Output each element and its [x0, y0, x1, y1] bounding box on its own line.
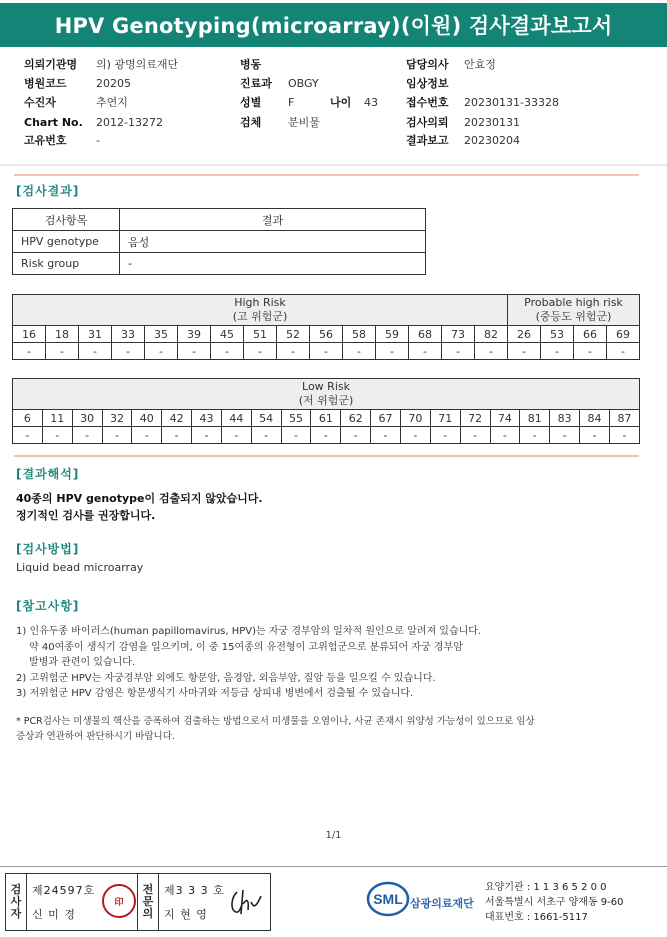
hpv-result-cell: - [162, 427, 192, 444]
info-value: - [96, 134, 100, 147]
info-value: 20230131 [464, 116, 520, 129]
result-table [12, 208, 426, 275]
hpv-type-cell: 6 [13, 410, 43, 427]
hpv-result-cell: - [541, 343, 574, 360]
hpv-type-cell: 33 [112, 326, 145, 343]
hpv-type-cell: 67 [371, 410, 401, 427]
hpv-result-cell: - [221, 427, 251, 444]
high-risk-table [12, 294, 640, 360]
hpv-type-cell: 30 [72, 410, 102, 427]
low-risk-header-row [13, 379, 640, 410]
approver-info [159, 874, 269, 930]
hpv-type-cell: 81 [520, 410, 550, 427]
info-clinical [406, 75, 464, 93]
probable-risk-header [508, 295, 640, 326]
approver-label-char: 전 [142, 883, 154, 896]
hpv-type-cell: 74 [490, 410, 520, 427]
info-value: 20205 [96, 77, 131, 90]
note-line: 3) 저위험군 HPV 감염은 항문생식기 사마귀와 저등급 상피내 병변에서 검출될 수 있습니다. [16, 688, 414, 699]
info-patient-name [24, 94, 128, 112]
info-label: 성별 [240, 96, 262, 109]
section-interpretation-heading: [결과해석] [16, 467, 80, 481]
stamp-seal-icon: 印 [102, 884, 136, 918]
hpv-result-cell: - [178, 343, 211, 360]
info-report-date [406, 132, 520, 150]
hpv-result-cell: - [277, 343, 310, 360]
foundation-name: 삼광의료재단 [410, 897, 474, 910]
hpv-type-cell: 68 [409, 326, 442, 343]
table-row [13, 253, 426, 275]
info-label: 임상정보 [406, 77, 449, 90]
info-requesting-org [24, 56, 178, 74]
hpv-type-cell: 42 [162, 410, 192, 427]
row-result: 음성 [120, 231, 426, 253]
info-specimen [240, 114, 320, 132]
hpv-type-cell: 59 [376, 326, 409, 343]
info-value: OBGY [288, 77, 319, 90]
low-risk-types-row [13, 410, 640, 427]
hpv-type-cell: 39 [178, 326, 211, 343]
hpv-type-cell: 54 [251, 410, 281, 427]
hpv-result-cell: - [607, 343, 640, 360]
notes-list [16, 624, 646, 702]
hpv-result-cell: - [112, 343, 145, 360]
interpretation-text [16, 490, 263, 524]
logo-mark: SML [373, 891, 403, 907]
low-risk-title: Low Risk [302, 380, 350, 393]
hpv-type-cell: 66 [574, 326, 607, 343]
hpv-result-cell: - [574, 343, 607, 360]
hpv-result-cell: - [400, 427, 430, 444]
approver-label-char: 의 [142, 907, 154, 920]
hpv-type-cell: 53 [541, 326, 574, 343]
approver-name: 지 현 영 [164, 908, 208, 921]
interpretation-line: 정기적인 검사를 권장합니다. [16, 509, 156, 522]
hpv-result-cell: - [310, 343, 343, 360]
hpv-result-cell: - [341, 427, 371, 444]
patient-info [0, 56, 667, 166]
info-value: 분비물 [288, 116, 320, 129]
hpv-result-cell: - [343, 343, 376, 360]
probable-risk-subtitle: (중등도 위험군) [535, 310, 612, 323]
table-row [13, 231, 426, 253]
section-result-heading: [검사결과] [16, 184, 80, 198]
hpv-type-cell: 84 [580, 410, 610, 427]
hpv-result-cell: - [42, 427, 72, 444]
high-risk-header-row [13, 295, 640, 326]
high-risk-types-row [13, 326, 640, 343]
hpv-result-cell: - [211, 343, 244, 360]
hpv-type-cell: 44 [221, 410, 251, 427]
hpv-type-cell: 55 [281, 410, 311, 427]
info-ward [240, 56, 288, 74]
info-label: 의뢰기관명 [24, 58, 78, 71]
approver-label-char: 문 [142, 895, 154, 908]
hpv-result-cell: - [13, 427, 43, 444]
hpv-result-cell: - [520, 427, 550, 444]
foundation-address [485, 880, 624, 925]
footnote-line: 증상과 연관하여 판단하시기 바랍니다. [16, 731, 175, 742]
hpv-type-cell: 71 [430, 410, 460, 427]
address-line: 서울특별시 서초구 양재동 9-60 [485, 897, 624, 908]
interpretation-line: 40종의 HPV genotype이 검출되지 않았습니다. [16, 492, 263, 505]
note-line: 2) 고위험군 HPV는 자궁경부암 외에도 항문암, 음경암, 외음부암, 질암 등을 일으킬 수 있습니다. [16, 672, 436, 684]
info-value: F [288, 96, 295, 109]
info-label: 검체 [240, 116, 262, 129]
hpv-type-cell: 56 [310, 326, 343, 343]
info-label: 진료과 [240, 77, 272, 90]
footnote [16, 714, 641, 744]
high-risk-header [13, 295, 508, 326]
hpv-type-cell: 31 [79, 326, 112, 343]
info-label: 담당의사 [406, 58, 449, 71]
method-text: Liquid bead microarray [16, 561, 144, 574]
table-header-row [13, 209, 426, 231]
tester-info [27, 874, 138, 930]
hpv-result-cell: - [376, 343, 409, 360]
hpv-type-cell: 73 [442, 326, 475, 343]
hpv-result-cell: - [79, 343, 112, 360]
hpv-type-cell: 43 [192, 410, 222, 427]
info-label: 고유번호 [24, 134, 67, 147]
note-line: 약 40여종이 생식기 감염을 일으키며, 이 중 15여종의 유전형이 고위험군으로 분류되어 자궁 경부암 [29, 641, 463, 653]
low-risk-subtitle: (저 위험군) [298, 394, 354, 407]
info-unique-no [24, 132, 100, 150]
header-item: 검사항목 [13, 209, 120, 231]
hpv-type-cell: 51 [244, 326, 277, 343]
tester-label-char: 자 [10, 907, 22, 920]
divider [0, 164, 667, 166]
low-risk-results-row [13, 427, 640, 444]
hpv-type-cell: 40 [132, 410, 162, 427]
info-value: 20230131-33328 [464, 96, 559, 109]
info-chart-no [24, 114, 163, 132]
hpv-type-cell: 52 [277, 326, 310, 343]
hpv-result-cell: - [145, 343, 178, 360]
hpv-type-cell: 87 [609, 410, 639, 427]
hpv-result-cell: - [442, 343, 475, 360]
low-risk-header [13, 379, 640, 410]
section-method-heading: [검사방법] [16, 542, 80, 556]
sml-logo-icon [366, 880, 410, 918]
row-item: HPV genotype [13, 231, 120, 253]
hpv-type-cell: 35 [145, 326, 178, 343]
hpv-result-cell: - [580, 427, 610, 444]
hpv-result-cell: - [72, 427, 102, 444]
hpv-result-cell: - [490, 427, 520, 444]
hpv-type-cell: 26 [508, 326, 541, 343]
hpv-result-cell: - [132, 427, 162, 444]
signature-icon [227, 886, 265, 918]
info-label: 접수번호 [406, 96, 449, 109]
approver-license: 제3 3 3 호 [164, 884, 225, 897]
info-value: 의) 광명의료재단 [96, 58, 179, 71]
hpv-type-cell: 70 [400, 410, 430, 427]
hpv-result-cell: - [244, 343, 277, 360]
info-label: 검사의뢰 [406, 116, 449, 129]
note-line: 발병과 관련이 있습니다. [29, 657, 136, 668]
hpv-type-cell: 11 [42, 410, 72, 427]
tester-license: 제24597호 [32, 884, 96, 897]
hpv-result-cell: - [430, 427, 460, 444]
note-line: 1) 인유두종 바이러스(human papillomavirus, HPV)는 자궁 경부암의 일차적 원인으로 알려져 있습니다. [16, 626, 482, 637]
tester-label-char: 사 [10, 895, 22, 908]
tester-name: 신 미 경 [32, 908, 76, 921]
info-accession [406, 94, 559, 112]
info-value: 추연지 [96, 96, 128, 109]
high-risk-subtitle: (고 위험군) [232, 310, 288, 323]
divider [0, 866, 667, 867]
info-doctor [406, 56, 496, 74]
hpv-result-cell: - [311, 427, 341, 444]
hpv-type-cell: 45 [211, 326, 244, 343]
hpv-type-cell: 32 [102, 410, 132, 427]
hpv-result-cell: - [46, 343, 79, 360]
hpv-type-cell: 61 [311, 410, 341, 427]
hpv-result-cell: - [251, 427, 281, 444]
info-label: 병동 [240, 58, 262, 71]
hpv-type-cell: 82 [475, 326, 508, 343]
hpv-type-cell: 69 [607, 326, 640, 343]
hpv-result-cell: - [371, 427, 401, 444]
info-hospital-code [24, 75, 131, 93]
info-request-date [406, 114, 520, 132]
hpv-type-cell: 16 [13, 326, 46, 343]
info-value: 2012-13272 [96, 116, 163, 129]
section-notes-heading: [참고사항] [16, 599, 80, 613]
hpv-result-cell: - [460, 427, 490, 444]
approver-label [138, 874, 159, 930]
hpv-result-cell: - [409, 343, 442, 360]
info-label: 수진자 [24, 96, 56, 109]
hpv-result-cell: - [192, 427, 222, 444]
hpv-type-cell: 72 [460, 410, 490, 427]
hpv-result-cell: - [508, 343, 541, 360]
page-number: 1/1 [325, 830, 342, 841]
report-title: HPV Genotyping(microarray)(이원) 검사결과보고서 [0, 3, 667, 47]
row-item: Risk group [13, 253, 120, 275]
tester-label-char: 검 [10, 883, 22, 896]
address-line: 요양기관 : 1 1 3 6 5 2 0 0 [485, 882, 607, 893]
age-label: 나이 [330, 96, 352, 109]
signature-box [5, 873, 271, 931]
info-department [240, 75, 319, 93]
hpv-result-cell: - [281, 427, 311, 444]
hpv-type-cell: 18 [46, 326, 79, 343]
high-risk-results-row [13, 343, 640, 360]
footnote-line: * PCR검사는 미생물의 핵산을 증폭하여 검출하는 방법으로서 미생물을 오염이나, 사균 존재시 위양성 가능성이 있으므로 임상 [16, 716, 535, 727]
hpv-result-cell: - [13, 343, 46, 360]
divider-accent [14, 455, 639, 457]
info-label: 병원코드 [24, 77, 67, 90]
divider-accent [14, 174, 639, 176]
high-risk-title: High Risk [234, 296, 286, 309]
hpv-result-cell: - [102, 427, 132, 444]
address-line: 대표번호 : 1661-5117 [485, 912, 588, 923]
info-label: Chart No. [24, 116, 83, 129]
info-label: 결과보고 [406, 134, 449, 147]
hpv-result-cell: - [609, 427, 639, 444]
info-sex [240, 94, 378, 112]
age-value: 43 [364, 96, 378, 109]
low-risk-table [12, 378, 640, 444]
info-value: 안효정 [464, 58, 496, 71]
info-value: 20230204 [464, 134, 520, 147]
probable-risk-title: Probable high risk [524, 296, 623, 309]
hpv-type-cell: 83 [550, 410, 580, 427]
row-result: - [120, 253, 426, 275]
hpv-type-cell: 58 [343, 326, 376, 343]
header-result: 결과 [120, 209, 426, 231]
tester-label [6, 874, 27, 930]
hpv-type-cell: 62 [341, 410, 371, 427]
hpv-result-cell: - [475, 343, 508, 360]
hpv-result-cell: - [550, 427, 580, 444]
